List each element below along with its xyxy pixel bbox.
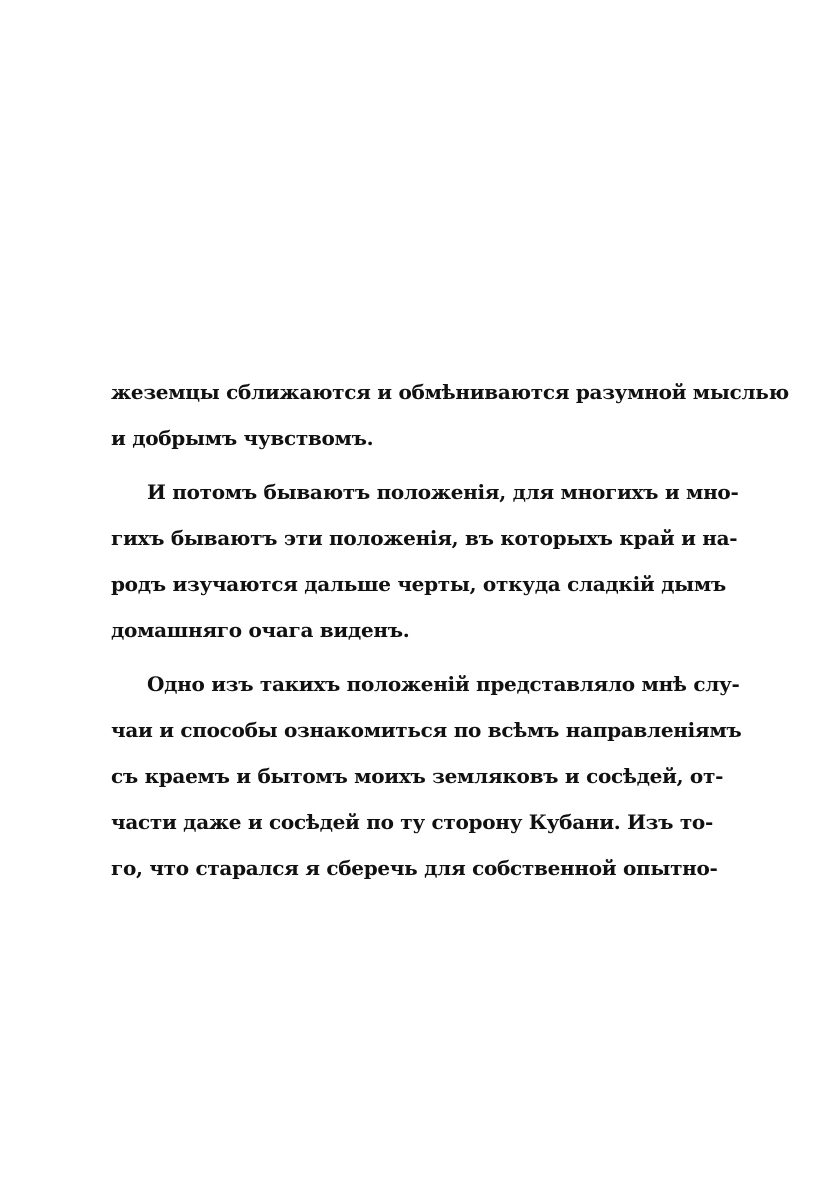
text-line: чаи и способы ознакомиться по всѣмъ направленіямъ [111, 718, 742, 742]
text-line: домашняго очага виденъ. [111, 618, 410, 642]
text-line: и добрымъ чувствомъ. [111, 426, 374, 450]
paragraph-2 [111, 469, 739, 653]
paragraph-3 [111, 661, 742, 891]
text-line: Одно изъ такихъ положеній представляло мнѣ слу- [147, 672, 740, 696]
text-line: жеземцы сближаются и обмѣниваются разумной мыслью [111, 380, 789, 404]
text-line: части даже и сосѣдей по ту сторону Кубани. Изъ то- [111, 810, 713, 834]
paragraph-1 [111, 369, 789, 461]
text-body [111, 369, 789, 891]
text-line: съ краемъ и бытомъ моихъ земляковъ и сосѣдей, от- [111, 764, 724, 788]
text-line: И потомъ бываютъ положенія, для многихъ и мно- [147, 480, 739, 504]
text-line: го, что старался я сберечь для собственной опытно- [111, 856, 718, 880]
text-line: гихъ бываютъ эти положенія, въ которыхъ край и на- [111, 526, 738, 550]
text-line: родъ изучаются дальше черты, откуда сладкій дымъ [111, 572, 726, 596]
